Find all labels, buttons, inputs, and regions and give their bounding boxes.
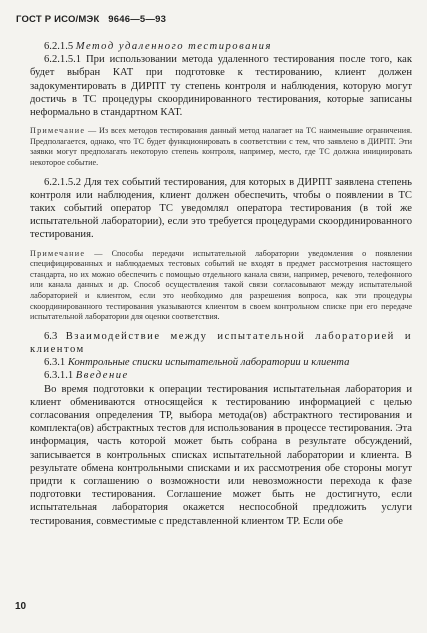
paragraph-62152: 6.2.1.5.2 Для тех событий тестирования, для которых в ДИРПТ заявлена степень контроля или наблюдения, клиент должен обеспечить, чтобы о появлении в ТС таких событий оператор ТС уведомлял оператора тестирования (в той же испытательной лаборатории), если это требуется процедурами скоординированного тестирования.: [30, 176, 412, 241]
section-heading-63: 6.3 Взаимодействие между испытательной лабораторией и клиентом: [30, 330, 412, 355]
note-2: Примечание — Способы передачи испытательной лаборатории уведомления о появлении специфицированных и наблюдаемых тестовых событий не входят в предмет рассмотрения настоящего стандарта, но их можно обеспечить с помощью отдельного канала связи, например, речевого, телефонного или канала данных и др. Способ осуществления такой связи согласовывают между испытательной лабораторией и клиентом, если это необходимо для разрешения вопроса, как эти процедуры скоординированного тестирования указываются клиентом в своем контрольном списке при его передаче испытательной лаборатории для оценки соответствия.: [30, 248, 413, 322]
section-heading-6311: 6.3.1.1 Введение: [44, 370, 129, 382]
page-number: 10: [15, 601, 27, 612]
paragraph-62151: 6.2.1.5.1 При использовании метода удаленного тестирования после того, как будет выбран КАТ при подготовке к тестированию, клиент должен задокументировать в ДИРПТ ту степень контроля и наблюдения, которую могут достичь в ТС процедуры скоординированного тестирования, которые записаны неформально в стандартном КАТ.: [30, 54, 412, 119]
section-heading-6215: 6.2.1.5 Метод удаленного тестирования: [44, 41, 272, 52]
section-heading-631: 6.3.1 Контрольные списки испытательной лаборатории и клиента: [44, 357, 350, 369]
note-1: Примечание — Из всех методов тестирования данный метод налагает на ТС наименьшие ограничения. Предполагается, однако, что ТС будет функционировать в соответствии с тем, что заявлено в ДИРПТ. Эти заявки могут предполагать некоторую степень контроля, например, место, где ТС должна инициировать некоторое событие.: [30, 126, 413, 167]
paragraph-6311: Во время подготовки к операции тестирования испытательная лаборатория и клиент обмениваются относящейся к тестированию информацией с целью согласования определения ТР, выбора метода(ов) абстрактного тестирования и комплекта(ов) абстрактных тестов для использования в процессе тестирования. Эта информация, часть которой может быть собрана в результате обсуждений, записывается в контрольных списках испытательной лаборатории и клиента. В результате обмена контрольными списками и их рассмотрения обе стороны могут придти к соглашению о возможности или невозможности перехода к фазе подготовки тестирования. Соглашение может быть не достигнуто, если испытательная лаборатория окажется неспособной предложить услуги тестирования, совместимые с представленной клиентом ТР. Если обе: [30, 383, 412, 527]
running-header: [16, 14, 166, 25]
header-standard-number: 9646—5—93: [108, 14, 167, 25]
header-standard-id: ГОСТ Р ИСО/МЭК: [16, 14, 100, 25]
page-content: [30, 40, 412, 528]
